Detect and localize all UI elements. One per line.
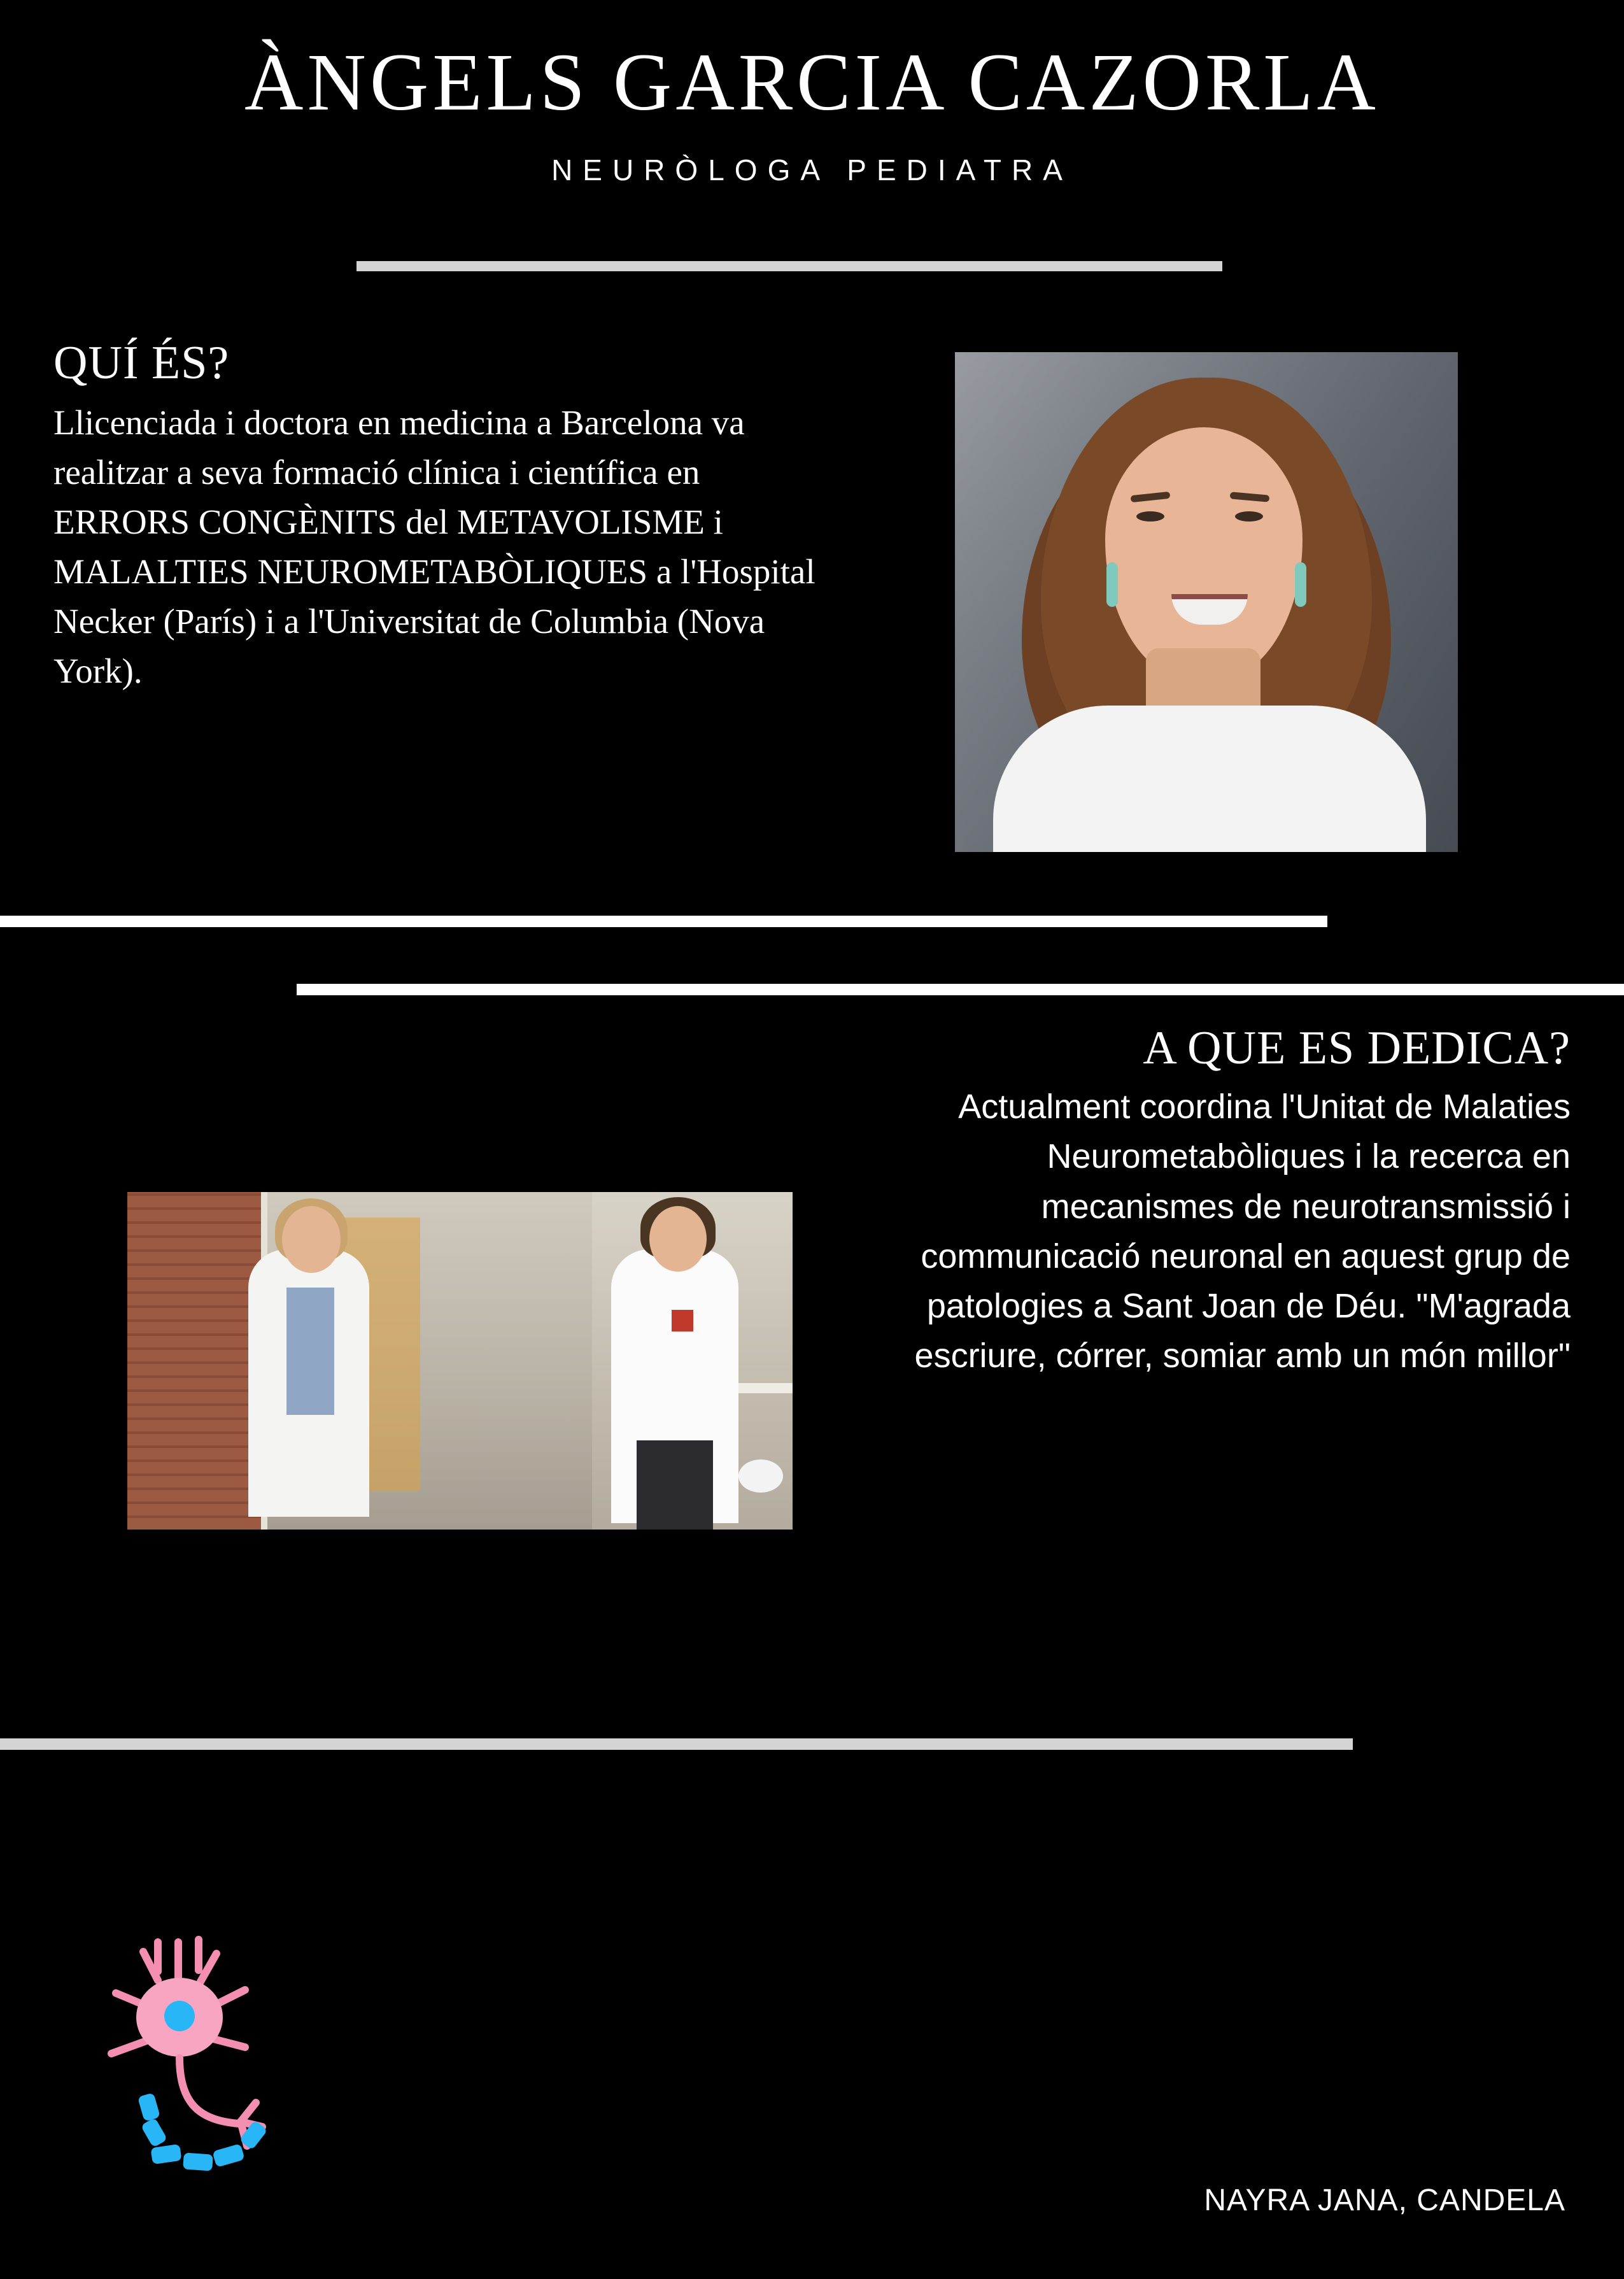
header-divider	[357, 261, 1222, 271]
section-qui-es-heading: QUÍ ÉS?	[53, 337, 230, 389]
page-title: ÀNGELS GARCIA CAZORLA	[244, 37, 1380, 127]
divider-four	[0, 1738, 1353, 1750]
photo-person-two-trousers	[637, 1440, 713, 1530]
photo-person-two-badge	[672, 1310, 693, 1331]
photo-person-one-shirt	[286, 1288, 334, 1415]
portrait-photo	[955, 352, 1458, 852]
credits-text: NAYRA JANA, CANDELA	[1204, 2183, 1565, 2217]
section-a-que-es-dedica	[864, 1021, 1571, 1381]
portrait-eye-right	[1235, 511, 1263, 522]
section-dedica-body: Actualment coordina l'Unitat de Malaties Neurometabòliques i la recerca en mecanismes de neurotransmissió i communicació neuronal en aquest grup de patologies a Sant Joan de Déu. "M'agrada escriure, córrer, somiar amb un món millor"	[914, 1088, 1571, 1375]
page-subtitle: NEURÒLOGA PEDIATRA	[551, 153, 1073, 187]
section-qui-es-body: Llicenciada i doctora en medicina a Barcelona va realitzar a seva formació clínica i científica en ERRORS CONGÈNITS del METAVOLISME i MALALTIES NEUROMETABÒLIQUES a l'Hospital Necker (París) i a l'Universitat de Columbia (Nova York).	[53, 403, 816, 691]
portrait-earring-left	[1106, 562, 1118, 607]
portrait-face	[1105, 427, 1303, 682]
section-qui-es	[53, 336, 875, 697]
portrait-eye-left	[1136, 511, 1164, 522]
photo-brick-wall	[127, 1192, 261, 1530]
portrait-earring-right	[1295, 562, 1306, 607]
divider-two	[0, 916, 1327, 927]
photo-person-one-head	[282, 1206, 341, 1273]
two-doctors-photo	[127, 1192, 793, 1530]
neuron-icon	[83, 1917, 357, 2197]
poster-header	[0, 0, 1624, 187]
portrait-coat	[993, 706, 1426, 852]
divider-three	[297, 984, 1624, 995]
section-dedica-heading: A QUE ES DEDICA?	[1143, 1022, 1571, 1074]
photo-person-two-head	[649, 1206, 707, 1272]
photo-face-mask	[738, 1459, 783, 1493]
